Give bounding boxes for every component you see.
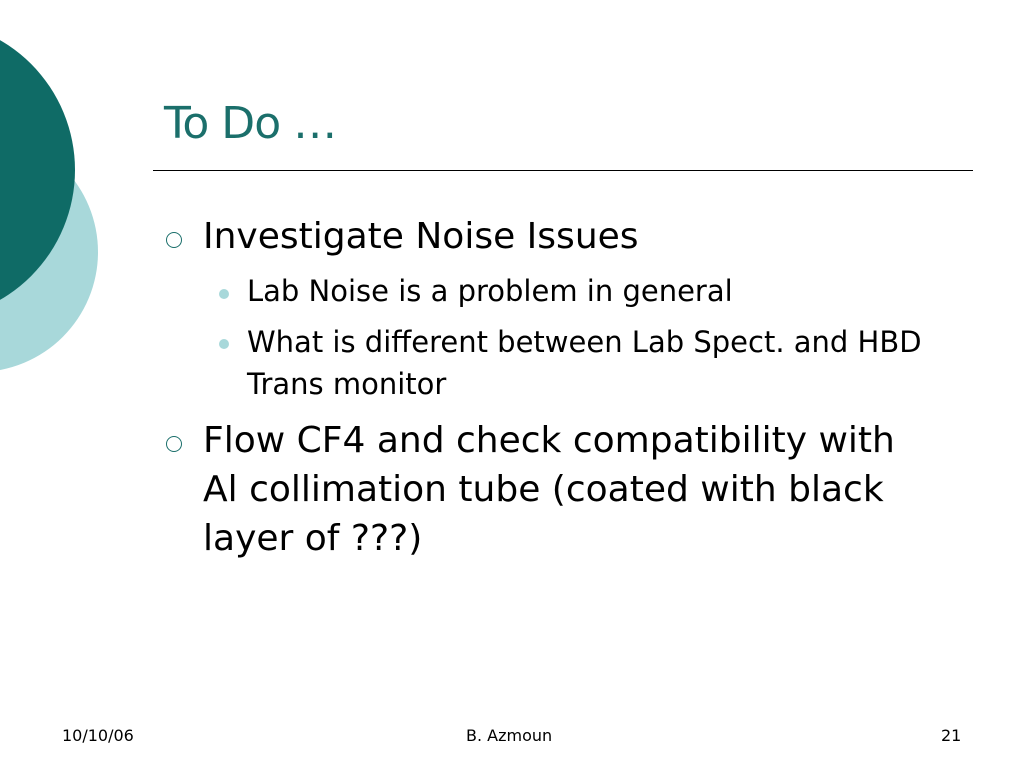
slide-title: To Do … <box>164 98 337 149</box>
hollow-circle-bullet-icon <box>166 436 182 452</box>
sub-bullet-item: What is different between Lab Spect. and HBD Trans monitor <box>247 325 922 401</box>
footer-date: 10/10/06 <box>62 726 134 745</box>
dot-bullet-icon <box>219 339 229 349</box>
bullet-item: Investigate Noise Issues <box>203 216 639 257</box>
sub-bullet-item: Lab Noise is a problem in general <box>247 274 733 308</box>
footer-author: B. Azmoun <box>466 726 553 745</box>
title-divider <box>153 170 973 171</box>
footer-page-number: 21 <box>941 726 962 745</box>
bullet-item: Flow CF4 and check compatibility with Al collimation tube (coated with black layer of ???) <box>203 420 895 559</box>
slide-decoration <box>0 0 110 420</box>
hollow-circle-bullet-icon <box>166 232 182 248</box>
dot-bullet-icon <box>219 289 229 299</box>
